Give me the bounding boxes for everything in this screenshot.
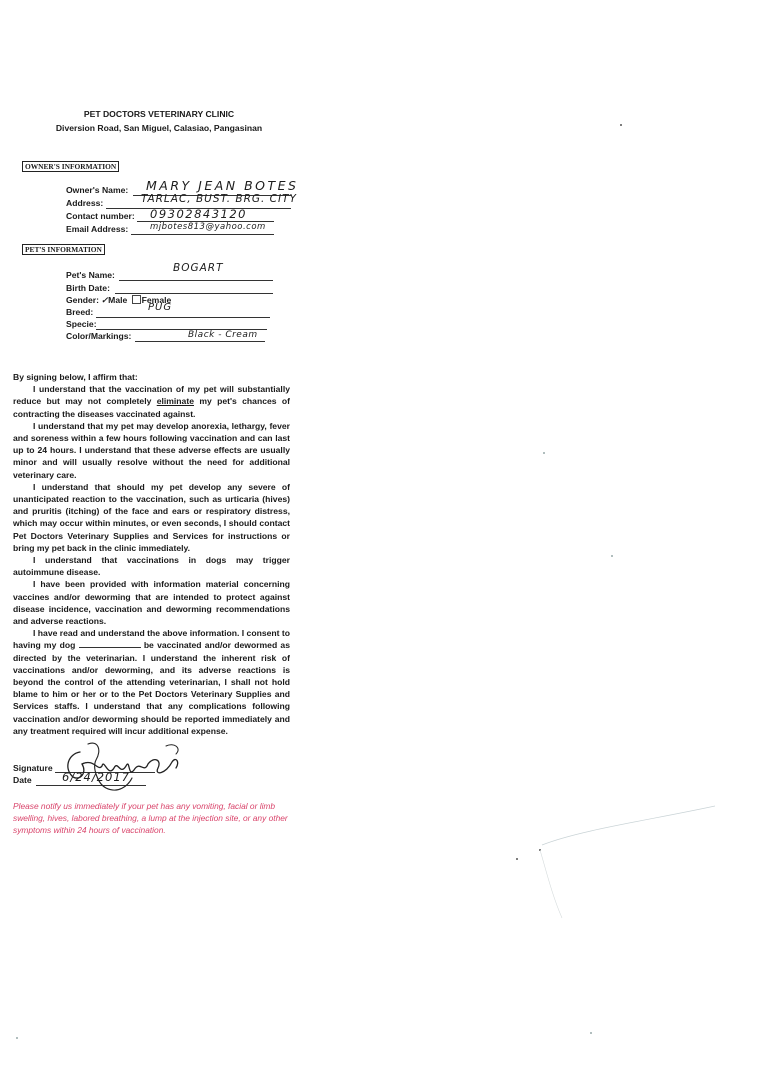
affirmation-paragraph-5: I have been provided with information material concerning vaccines and/or deworming that are intended to protect against disease incidence, vaccination and deworming recommendations and adverse reactions. bbox=[13, 579, 290, 627]
scan-speck bbox=[590, 1032, 592, 1034]
color-markings-label: Color/Markings: bbox=[66, 331, 132, 341]
female-checkbox[interactable] bbox=[132, 295, 141, 304]
breed-line bbox=[96, 317, 270, 318]
p6-text-b: be vaccinated and/or dewormed as directed by the veterinarian. I understand the inherent risk of vaccinations and/or deworming, and its adverse reactions is beyond the control of the attending veterinarian, I shall not hold blame to him or her or to the Pet Doctors Veterinary Supplies and Services staffs. I understand that any complications following vaccination and/or deworming should be reported immediately and any treatment required will incur additional expense. bbox=[13, 640, 290, 736]
birth-date-label: Birth Date: bbox=[66, 283, 110, 293]
scan-speck bbox=[16, 1037, 18, 1039]
color-markings-value: Black - Cream bbox=[188, 330, 258, 340]
affirmation-paragraph-1 bbox=[13, 383, 290, 420]
pet-section-heading-text: PET'S INFORMATION bbox=[25, 245, 102, 254]
affirmation-paragraph-6 bbox=[13, 627, 290, 737]
breed-value: PUG bbox=[148, 302, 173, 313]
affirmation-paragraph-3: I understand that should my pet develop any severe of unanticipated reaction to the vaccination, such as urticaria (hives) and pruritis (itching) of the face and ears or respiratory distress, which may occur within minutes, or even seconds, I should contact Pet Doctors Veterinary Supplies and Services for instructions or bring my pet back in the clinic immediately. bbox=[13, 481, 290, 553]
pet-name-value: BOGART bbox=[173, 262, 224, 274]
scan-streak bbox=[540, 800, 720, 920]
email-label: Email Address: bbox=[66, 224, 129, 234]
post-vaccination-notice: Please notify us immediately if your pet has any vomiting, facial or limb swelling, hives, labored breathing, a lump at the injection site, or any other symptoms within 24 hours of vaccination. bbox=[13, 801, 288, 836]
signature-scribble bbox=[58, 738, 188, 794]
gender-female-label: Female bbox=[141, 295, 172, 305]
clinic-address: Diversion Road, San Miguel, Calasiao, Pangasinan bbox=[55, 123, 263, 133]
p6-text-a: I have read and understand the above information. I consent to having my dog bbox=[13, 628, 290, 651]
clinic-name: PET DOCTORS VETERINARY CLINIC bbox=[83, 109, 235, 119]
dog-name-blank bbox=[79, 639, 141, 648]
birth-date-line bbox=[115, 293, 273, 294]
email-value: mjbotes813@yahoo.com bbox=[150, 222, 266, 232]
contact-number-value: 09302843120 bbox=[150, 207, 247, 221]
affirmation-text bbox=[13, 371, 290, 737]
contact-number-label: Contact number: bbox=[66, 211, 135, 221]
p1-text-a: I understand that the vaccination of my pet will substantially reduce but may not completely bbox=[13, 384, 290, 407]
specie-label: Specie: bbox=[66, 319, 97, 329]
signature-label: Signature bbox=[13, 763, 53, 773]
email-line bbox=[131, 234, 274, 235]
p1-text-b: my pet's chances of contracting the diseases vaccinated against. bbox=[13, 396, 290, 419]
owner-name-value: MARY JEAN BOTES bbox=[146, 178, 299, 193]
gender-label: Gender: bbox=[66, 295, 99, 305]
pet-section-heading bbox=[22, 244, 105, 255]
owner-address-label: Address: bbox=[66, 198, 104, 208]
date-value: 6/24/2017 bbox=[62, 770, 130, 784]
pet-name-line bbox=[119, 280, 273, 281]
gender-male-label: Male bbox=[108, 295, 128, 305]
owner-section-heading bbox=[22, 161, 119, 172]
pet-name-label: Pet's Name: bbox=[66, 270, 115, 280]
owner-address-value: TARLAC, BUST. BRG. CITY bbox=[141, 193, 297, 205]
breed-label: Breed: bbox=[66, 307, 94, 317]
owner-name-label: Owner's Name: bbox=[66, 185, 129, 195]
affirmation-paragraph-4: I understand that vaccinations in dogs may trigger autoimmune disease. bbox=[13, 555, 290, 578]
male-check-icon[interactable]: ✓ bbox=[100, 295, 109, 305]
scan-speck bbox=[543, 452, 545, 454]
date-label: Date bbox=[13, 775, 32, 785]
owner-section-heading-text: OWNER'S INFORMATION bbox=[25, 162, 117, 171]
affirmation-intro: By signing below, I affirm that: bbox=[13, 372, 138, 382]
scan-speck bbox=[620, 124, 622, 126]
scan-speck bbox=[516, 858, 518, 860]
color-markings-line bbox=[135, 341, 265, 342]
scan-speck bbox=[611, 555, 613, 557]
affirmation-paragraph-2: I understand that my pet may develop anorexia, lethargy, fever and soreness within a few hours following vaccination and can last up to 24 hours. I understand that these adverse effects are usually minor and will usually resolve without the need for additional veterinary care. bbox=[13, 420, 290, 480]
p1-emphasis: eliminate bbox=[156, 396, 194, 407]
